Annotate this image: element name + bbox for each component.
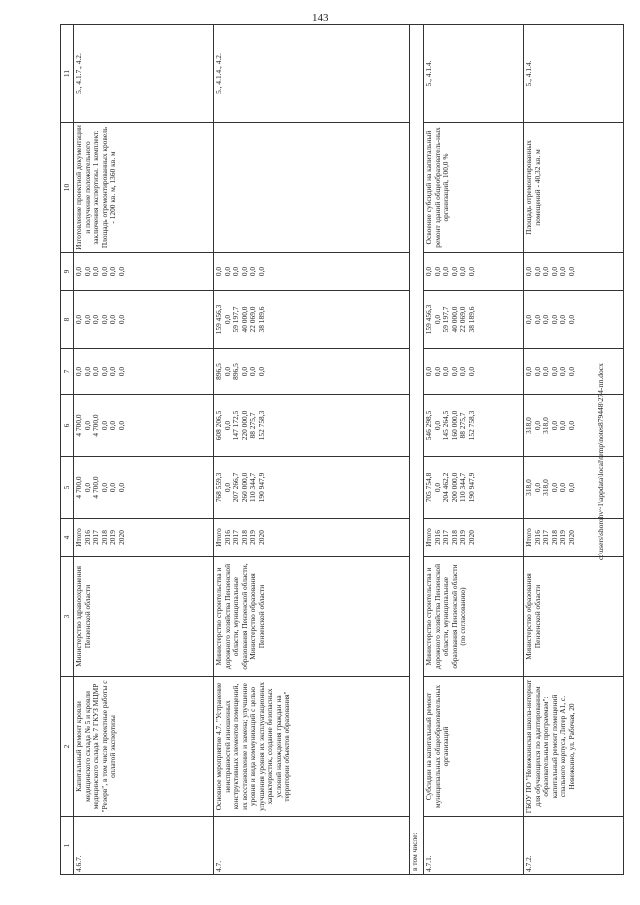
value: 608 206,5 xyxy=(214,410,223,441)
col-header: 4 xyxy=(61,519,74,557)
value: 0,0 xyxy=(558,314,567,325)
program-activities-table xyxy=(60,24,624,875)
value: 207 266,7 xyxy=(231,472,240,503)
value: 0,0 xyxy=(91,366,100,377)
federal-budget-cell xyxy=(524,349,624,395)
year: 2018 xyxy=(99,530,109,545)
value: 0,0 xyxy=(116,420,126,431)
value: 0,0 xyxy=(441,266,450,277)
value: 546 298,5 xyxy=(424,410,433,441)
year: Итого xyxy=(524,528,533,547)
value: 0,0 xyxy=(566,366,576,377)
value: 318,0 xyxy=(524,417,533,434)
col-header: 8 xyxy=(61,291,74,349)
value: 220 000,0 xyxy=(239,410,249,441)
value: 260 000,0 xyxy=(239,472,249,503)
value: 0,0 xyxy=(108,266,117,277)
value: 0,0 xyxy=(239,266,249,277)
value: 0,0 xyxy=(549,420,559,431)
value: 0,0 xyxy=(91,266,100,277)
years-cell xyxy=(214,519,410,557)
table-row xyxy=(74,25,214,875)
link: 5., 4.1.4. xyxy=(524,25,624,123)
row-number: 4.7.2. xyxy=(524,817,624,875)
value: 0,0 xyxy=(458,266,467,277)
value: 159 456,3 xyxy=(214,304,223,335)
value: 0,0 xyxy=(441,366,450,377)
value: 190 947,9 xyxy=(466,472,476,503)
value: 204 462,2 xyxy=(441,472,450,503)
total-cell xyxy=(424,457,524,519)
year: 2020 xyxy=(116,530,126,545)
value: 4 700,0 xyxy=(91,414,100,437)
value: 0,0 xyxy=(74,266,83,277)
indicator: Изготовление проектной документации и получение положительного заключения экспертизы. 1 комплект. Площадь отремонтированных кровель - 1200 кв. м, 1360 кв. м xyxy=(74,123,214,253)
year: 2019 xyxy=(458,530,467,545)
value: 0,0 xyxy=(82,420,92,431)
activity-name: Основное мероприятие 4.7. "Устранение неисправностей изношенных конструктивных элементов помещений, их восстановление и замена; улучшение уровня и вида коммуникаций с целью улучшения уровня их эксплуатационных характеристик, создание безопасных условий нахождения граждан на территории объектов образования" xyxy=(214,677,410,817)
local-budget-cell xyxy=(214,291,410,349)
value: 768 559,3 xyxy=(214,472,223,503)
col-header: 7 xyxy=(61,349,74,395)
year: Итого xyxy=(74,528,83,547)
indicator: Освоение субсидий на капитальный ремонт зданий общеобразователь-ных организаций, 100,0 % xyxy=(424,123,524,253)
link: 5., 4.1.4. xyxy=(424,25,524,123)
value: 0,0 xyxy=(566,266,576,277)
value: 0,0 xyxy=(558,420,567,431)
subheader-row xyxy=(410,25,424,875)
value: 0,0 xyxy=(432,482,442,493)
total-cell xyxy=(74,457,214,519)
value: 59 197,7 xyxy=(231,306,240,333)
value: 0,0 xyxy=(108,366,117,377)
year: 2018 xyxy=(449,530,459,545)
year: 2019 xyxy=(108,530,117,545)
year: 2018 xyxy=(549,530,559,545)
executor: Министерство строительства и дорожного хозяйства Пензенской области, муниципальные образования Пензенской области (по согласованию) xyxy=(424,557,524,677)
year: 2017 xyxy=(231,530,240,545)
value: 0,0 xyxy=(99,266,109,277)
value: 0,0 xyxy=(549,314,559,325)
value: 0,0 xyxy=(541,314,550,325)
subheader: в том числе: xyxy=(410,25,424,875)
value: 0,0 xyxy=(466,266,476,277)
year: 2017 xyxy=(441,530,450,545)
value: 0,0 xyxy=(449,366,459,377)
value: 0,0 xyxy=(222,482,232,493)
year: 2016 xyxy=(432,530,442,545)
row-number: 4.7. xyxy=(214,817,410,875)
year: 2020 xyxy=(466,530,476,545)
value: 4 700,0 xyxy=(74,414,83,437)
regional-budget-cell xyxy=(524,395,624,457)
value: 0,0 xyxy=(449,266,459,277)
local-budget-cell xyxy=(524,291,624,349)
year: 2016 xyxy=(82,530,92,545)
rotated-table-container xyxy=(60,25,620,875)
value: 59 197,7 xyxy=(441,306,450,333)
value: 38 189,6 xyxy=(466,306,476,333)
value: 318,0 xyxy=(524,479,533,496)
value: 159 456,3 xyxy=(424,304,433,335)
value: 0,0 xyxy=(222,420,232,431)
federal-budget-cell xyxy=(424,349,524,395)
value: 0,0 xyxy=(82,314,92,325)
value: 0,0 xyxy=(248,266,257,277)
local-budget-cell xyxy=(74,291,214,349)
year: 2017 xyxy=(91,530,100,545)
value: 0,0 xyxy=(99,314,109,325)
value: 0,0 xyxy=(82,266,92,277)
value: 0,0 xyxy=(256,266,266,277)
value: 0,0 xyxy=(248,366,257,377)
local-budget-cell xyxy=(424,291,524,349)
col-header: 2 xyxy=(61,677,74,817)
value: 0,0 xyxy=(532,266,542,277)
value: 147 172,5 xyxy=(231,410,240,441)
year: 2019 xyxy=(558,530,567,545)
indicator xyxy=(214,123,410,253)
value: 0,0 xyxy=(222,266,232,277)
value: 40 000,0 xyxy=(449,306,459,333)
value: 0,0 xyxy=(99,420,109,431)
col-header: 11 xyxy=(61,25,74,123)
value: 0,0 xyxy=(432,420,442,431)
value: 0,0 xyxy=(108,420,117,431)
value: 896,5 xyxy=(231,363,240,380)
year: 2020 xyxy=(256,530,266,545)
executor: Министерство образования Пензенской области xyxy=(524,557,624,677)
table-row xyxy=(524,25,624,875)
value: 0,0 xyxy=(91,314,100,325)
value: 0,0 xyxy=(82,482,92,493)
value: 0,0 xyxy=(558,266,567,277)
col-header: 1 xyxy=(61,817,74,875)
other-sources-cell xyxy=(74,253,214,291)
row-number: 4.7.1. xyxy=(424,817,524,875)
col-header: 3 xyxy=(61,557,74,677)
year: Итого xyxy=(214,528,223,547)
value: 0,0 xyxy=(108,314,117,325)
value: 0,0 xyxy=(549,482,559,493)
value: 0,0 xyxy=(432,366,442,377)
value: 0,0 xyxy=(541,366,550,377)
years-cell xyxy=(524,519,624,557)
year: 2017 xyxy=(541,530,550,545)
year: Итого xyxy=(424,528,433,547)
value: 0,0 xyxy=(524,366,533,377)
value: 0,0 xyxy=(231,266,240,277)
years-cell xyxy=(424,519,524,557)
value: 0,0 xyxy=(116,482,126,493)
value: 0,0 xyxy=(532,482,542,493)
value: 0,0 xyxy=(549,366,559,377)
value: 318,0 xyxy=(541,417,550,434)
value: 160 000,0 xyxy=(449,410,459,441)
value: 22 069,0 xyxy=(458,306,467,333)
value: 0,0 xyxy=(74,314,83,325)
value: 0,0 xyxy=(558,366,567,377)
value: 0,0 xyxy=(524,266,533,277)
value: 705 754,8 xyxy=(424,472,433,503)
total-cell xyxy=(524,457,624,519)
value: 0,0 xyxy=(566,420,576,431)
regional-budget-cell xyxy=(214,395,410,457)
link: 5., 4.1.7., 4.2. xyxy=(74,25,214,123)
value: 318,0 xyxy=(541,479,550,496)
value: 22 069,0 xyxy=(248,306,257,333)
link: 5., 4.1.4., 4.2. xyxy=(214,25,410,123)
activity-name: Субсидии на капитальный ремонт муниципальных общеобразовательных организаций xyxy=(424,677,524,817)
value: 152 758,3 xyxy=(466,410,476,441)
value: 0,0 xyxy=(458,366,467,377)
value: 0,0 xyxy=(99,482,109,493)
year: 2019 xyxy=(248,530,257,545)
total-cell xyxy=(214,457,410,519)
value: 0,0 xyxy=(566,482,576,493)
year: 2016 xyxy=(222,530,232,545)
column-number-row xyxy=(61,25,74,875)
year: 2020 xyxy=(566,530,576,545)
value: 0,0 xyxy=(222,314,232,325)
table-row xyxy=(214,25,410,875)
file-path-footer: c:\users\shorohv~1\appdata\local\temp\notes879448\274-пп.docx xyxy=(596,363,605,560)
other-sources-cell xyxy=(424,253,524,291)
value: 110 344,7 xyxy=(458,472,467,503)
value: 4 700,0 xyxy=(91,476,100,499)
value: 0,0 xyxy=(566,314,576,325)
value: 0,0 xyxy=(549,266,559,277)
value: 0,0 xyxy=(432,266,442,277)
value: 40 000,0 xyxy=(239,306,249,333)
value: 145 264,5 xyxy=(441,410,450,441)
value: 0,0 xyxy=(116,314,126,325)
years-cell xyxy=(74,519,214,557)
value: 4 700,0 xyxy=(74,476,83,499)
row-number: 4.6.7. xyxy=(74,817,214,875)
value: 896,5 xyxy=(214,363,223,380)
value: 0,0 xyxy=(214,266,223,277)
year: 2016 xyxy=(532,530,542,545)
indicator: Площадь отремонтированных помещений - 40,32 кв. м xyxy=(524,123,624,253)
col-header: 5 xyxy=(61,457,74,519)
value: 0,0 xyxy=(82,366,92,377)
table-row xyxy=(424,25,524,875)
year: 2018 xyxy=(239,530,249,545)
value: 200 000,0 xyxy=(449,472,459,503)
value: 0,0 xyxy=(74,366,83,377)
value: 0,0 xyxy=(558,482,567,493)
executor: Министерство строительства и дорожного хозяйства Пензенской области, муниципальные образования Пензенской области, Министерство образования Пензенской области xyxy=(214,557,410,677)
page-number: 143 xyxy=(312,12,329,24)
value: 0,0 xyxy=(541,266,550,277)
value: 0,0 xyxy=(532,314,542,325)
value: 0,0 xyxy=(116,366,126,377)
col-header: 9 xyxy=(61,253,74,291)
value: 0,0 xyxy=(222,366,232,377)
value: 0,0 xyxy=(424,366,433,377)
value: 88 275,7 xyxy=(458,412,467,439)
col-header: 6 xyxy=(61,395,74,457)
other-sources-cell xyxy=(214,253,410,291)
value: 38 189,6 xyxy=(256,306,266,333)
value: 152 758,3 xyxy=(256,410,266,441)
col-header: 10 xyxy=(61,123,74,253)
value: 0,0 xyxy=(532,366,542,377)
value: 0,0 xyxy=(108,482,117,493)
executor: Министерство здравоохранения Пензенской области xyxy=(74,557,214,677)
value: 0,0 xyxy=(466,366,476,377)
activity-name: Капитальный ремонт кровли медицинского склада № 5 и кровли медицинского склада № 7 ГКУЗ МЦМР "Резерв", в том числе проектные работы с оплатой экспертизы xyxy=(74,677,214,817)
other-sources-cell xyxy=(524,253,624,291)
value: 190 947,9 xyxy=(256,472,266,503)
value: 0,0 xyxy=(239,366,249,377)
value: 0,0 xyxy=(524,314,533,325)
value: 0,0 xyxy=(256,366,266,377)
value: 88 275,7 xyxy=(248,412,257,439)
value: 0,0 xyxy=(432,314,442,325)
federal-budget-cell xyxy=(74,349,214,395)
federal-budget-cell xyxy=(214,349,410,395)
activity-name: ГБОУ ПО "Невежкинская школа-интернат для обучающихся по адаптированным образовательным программам": капитальный ремонт помещений спального корпуса, Литер А1, с. Невежкино, ул. Рабочая, 20 xyxy=(524,677,624,817)
regional-budget-cell xyxy=(424,395,524,457)
value: 0,0 xyxy=(116,266,126,277)
regional-budget-cell xyxy=(74,395,214,457)
value: 0,0 xyxy=(99,366,109,377)
value: 110 344,7 xyxy=(248,472,257,503)
value: 0,0 xyxy=(532,420,542,431)
value: 0,0 xyxy=(424,266,433,277)
